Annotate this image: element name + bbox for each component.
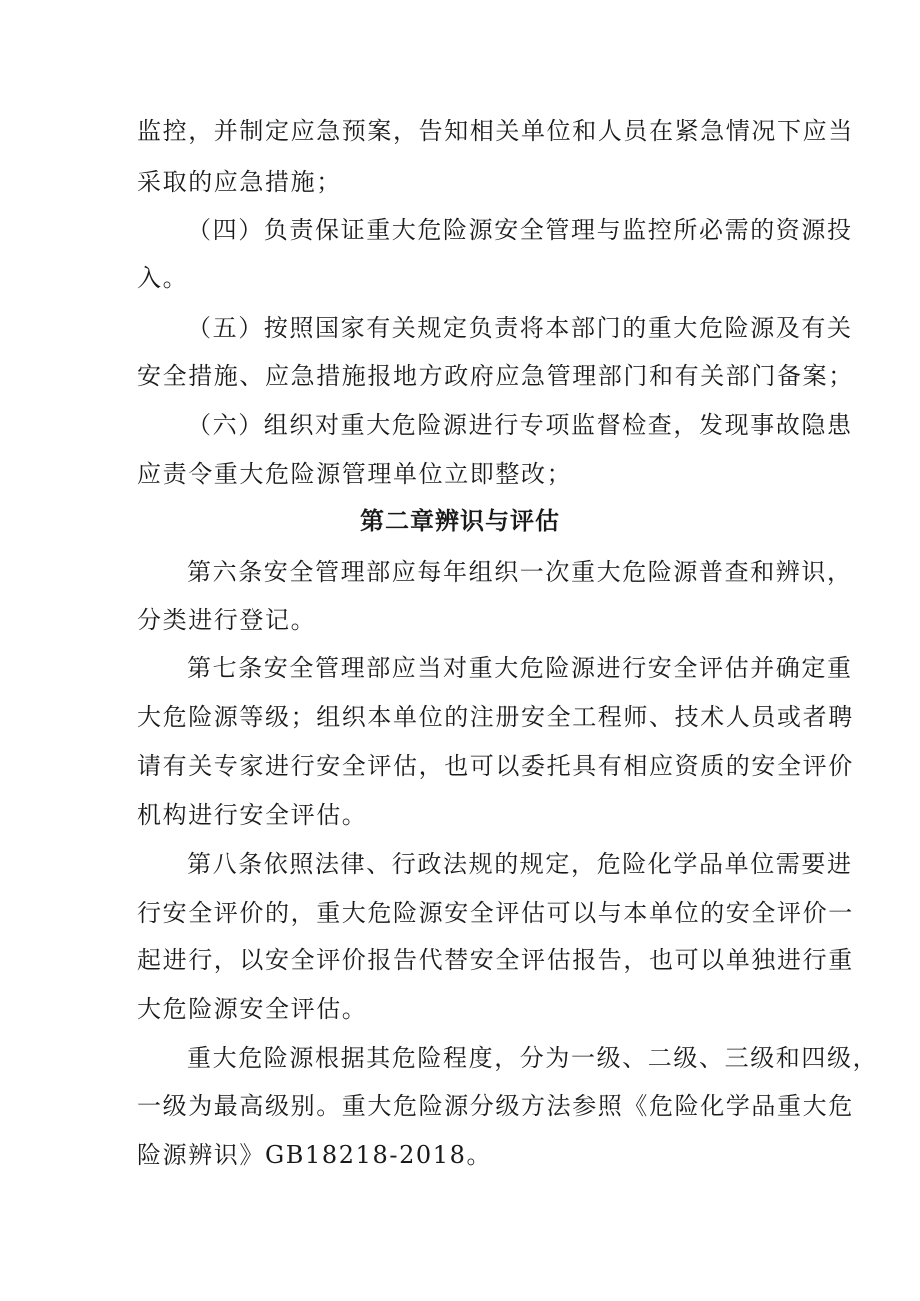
body-line: 入。 (137, 264, 189, 292)
body-line: 安全措施、应急措施报地方政府应急管理部门和有关部门备案； (137, 362, 854, 390)
body-line: 分类进行登记。 (137, 606, 317, 634)
body-line: 起进行，以安全评价报告代替安全评估报告，也可以单独进行重 (137, 946, 854, 974)
body-line: （五）按照国家有关规定负责将本部门的重大危险源及有关 (187, 314, 853, 342)
chapter-heading: 第二章辨识与评估 (360, 507, 560, 535)
body-line: 机构进行安全评估。 (137, 801, 368, 829)
body-line: 险源辨识》GB18218-2018。 (137, 1141, 493, 1169)
body-line: 第八条依照法律、行政法规的规定，危险化学品单位需要进 (187, 850, 853, 878)
body-line: 第七条安全管理部应当对重大危险源进行安全评估并确定重 (187, 654, 853, 682)
body-line: 大危险源安全评估。 (137, 995, 368, 1023)
body-line: 重大危险源根据其危险程度，分为一级、二级、三级和四级， (187, 1044, 879, 1072)
body-line: 一级为最高级别。重大危险源分级方法参照《危险化学品重大危 (137, 1092, 854, 1120)
body-line: 应责令重大危险源管理单位立即整改； (137, 460, 573, 488)
body-line: 请有关专家进行安全评估，也可以委托具有相应资质的安全评价 (137, 752, 854, 780)
body-line: 大危险源等级；组织本单位的注册安全工程师、技术人员或者聘 (137, 703, 854, 731)
body-line: （四）负责保证重大危险源安全管理与监控所必需的资源投 (187, 216, 853, 244)
body-line: 采取的应急措施； (137, 168, 342, 196)
body-line: （六）组织对重大危险源进行专项监督检查，发现事故隐患 (187, 411, 853, 439)
body-line: 监控，并制定应急预案，告知相关单位和人员在紧急情况下应当 (137, 117, 854, 145)
body-line: 行安全评价的，重大危险源安全评估可以与本单位的安全评价一 (137, 899, 854, 927)
body-line: 第六条安全管理部应每年组织一次重大危险源普查和辨识， (187, 558, 853, 586)
